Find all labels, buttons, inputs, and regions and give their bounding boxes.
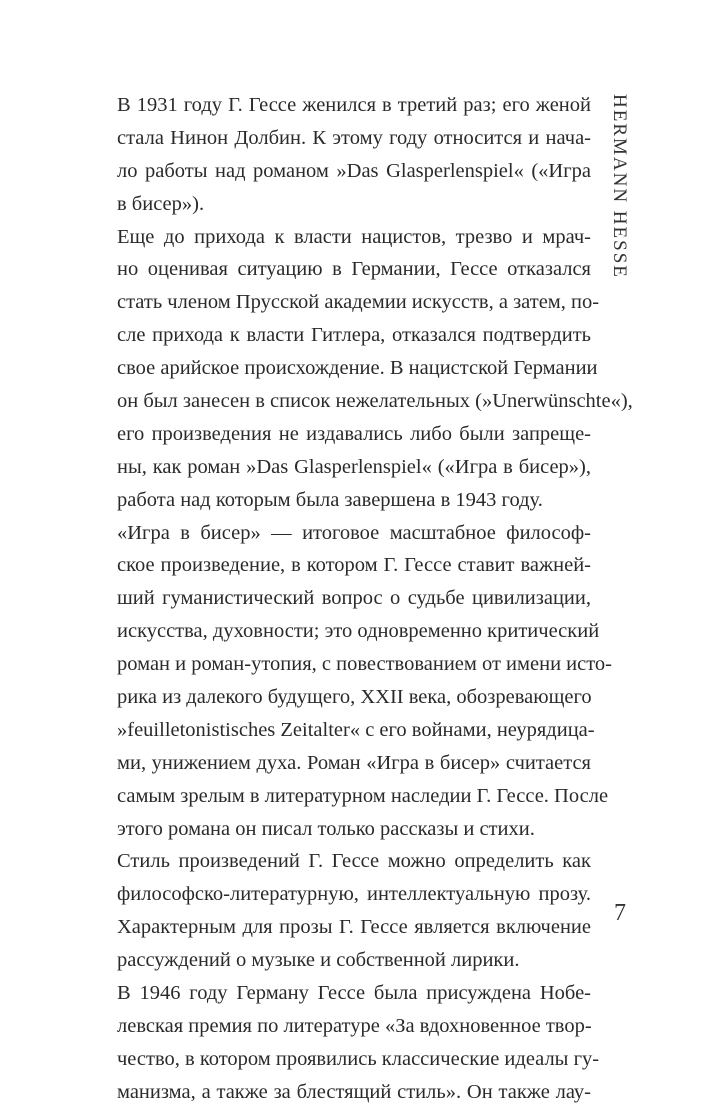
text-line: его произведения не издавались либо были запреще- [117, 422, 591, 445]
text-line: рика из далекого будущего, XXII века, обозревающего [117, 686, 592, 709]
text-line: ший гуманистический вопрос о судьбе цивилизации, [117, 587, 591, 610]
text-line: »feuilletonistisches Zeitalter« с его войнами, неурядица- [117, 718, 595, 741]
text-line: роман и роман-утопия, с повествованием от имени исто- [117, 653, 612, 676]
text-line: чество, в котором проявились классические идеалы гу- [117, 1047, 600, 1070]
text-line: манизма, а также за блестящий стиль». Он также лау- [117, 1080, 591, 1103]
page-number: 7 [614, 900, 626, 926]
text-line: ское произведение, в котором Г. Гессе ставит важней- [117, 554, 591, 577]
text-line: свое арийское происхождение. В нацистской Германии [117, 357, 598, 380]
text-line: Еще до прихода к власти нацистов, трезво и мрач- [117, 225, 591, 248]
text-line: ми, унижением духа. Роман «Игра в бисер» считается [117, 751, 591, 774]
running-head [604, 94, 634, 314]
text-line: «Игра в бисер» — итоговое масштабное философ- [117, 521, 591, 544]
text-line: философско-литературную, интеллектуальную прозу. [117, 883, 591, 906]
text-line: ны, как роман »Das Glasperlenspiel« («Игра в бисер»), [117, 455, 591, 478]
text-line: искусства, духовности; это одновременно критический [117, 620, 600, 643]
text-line: Стиль произведений Г. Гессе можно определить как [117, 850, 591, 873]
text-line: но оценивая ситуацию в Германии, Гессе отказался [117, 258, 591, 281]
text-line: В 1946 году Герману Гессе была присуждена Нобе- [117, 982, 591, 1005]
text-line: рассуждений о музыке и собственной лирики. [117, 949, 520, 972]
text-line: в бисер»). [117, 192, 205, 215]
text-line: этого романа он писал только рассказы и стихи. [117, 817, 535, 840]
text-line: левская премия по литературе «За вдохновенное твор- [117, 1014, 592, 1037]
running-head-text: HERMANN HESSE [609, 94, 630, 279]
text-line: работа над которым была завершена в 1943 году. [117, 488, 543, 511]
text-line: стать членом Прусской академии искусств, а затем, по- [117, 291, 600, 314]
text-line: В 1931 году Г. Гессе женился в третий раз; его женой [117, 94, 591, 116]
text-line: Характерным для прозы Г. Гессе является включение [117, 916, 591, 939]
text-line: сле прихода к власти Гитлера, отказался подтвердить [117, 324, 591, 347]
text-line: ло работы над романом »Das Glasperlenspiel« («Игра [117, 159, 591, 182]
text-line: он был занесен в список нежелательных (»Unerwünschte«), [117, 390, 633, 413]
text-line: самым зрелым в литературном наследии Г. Гессе. После [117, 784, 609, 807]
text-line: стала Нинон Долбин. К этому году относится и нача- [117, 126, 591, 149]
